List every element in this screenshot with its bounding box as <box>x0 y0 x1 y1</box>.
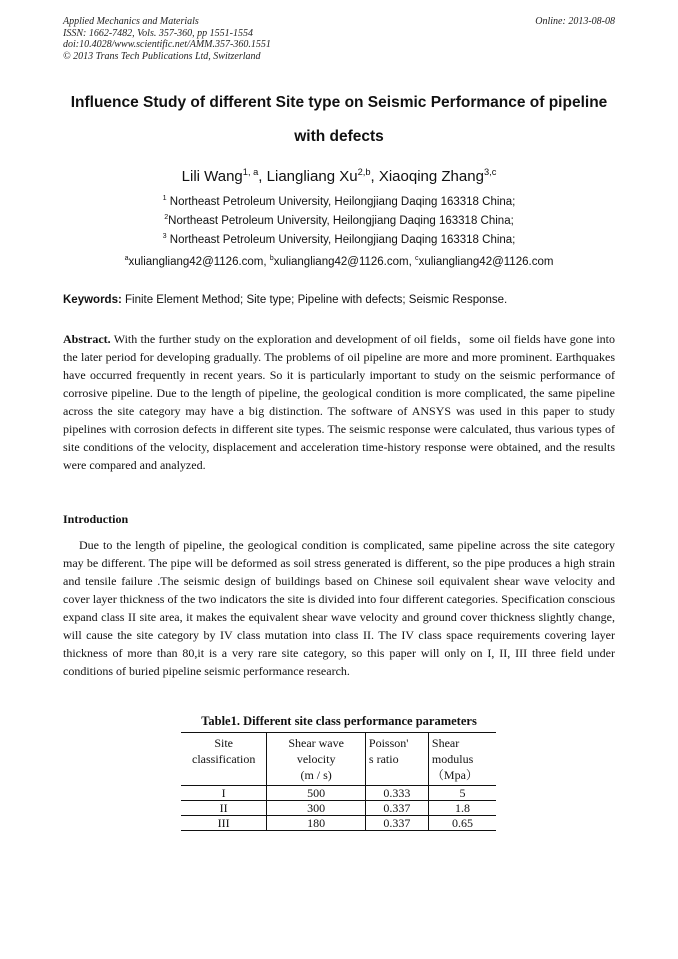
header-text: modulus <box>431 752 474 766</box>
affiliation <box>63 193 615 212</box>
abstract-label: Abstract. <box>63 332 111 346</box>
header-text: Site <box>214 736 234 750</box>
header-unit: （Mpa） <box>431 768 478 782</box>
author-separator: , <box>258 168 267 185</box>
author-separator: , <box>370 168 379 185</box>
abstract <box>63 330 615 474</box>
author-superscript: 2,b <box>357 167 371 177</box>
email-superscript: c <box>415 254 419 263</box>
email-address: xuliangliang42@1126.com, <box>273 256 415 268</box>
title-line-1: Influence Study of different Site type on Seismic Performance of pipeline <box>70 94 608 111</box>
cell-velocity: 300 <box>267 801 366 816</box>
affiliation-text: Northeast Petroleum University, Heilongjiang Daqing 163318 China; <box>166 234 516 246</box>
copyright-line: © 2013 Trans Tech Publications Ltd, Switzerland <box>63 50 261 62</box>
table-row <box>181 801 496 816</box>
column-header-modulus <box>428 733 496 786</box>
header-text: Shear <box>431 736 460 750</box>
online-date: Online: 2013-08-08 <box>535 16 615 27</box>
email-address: xuliangliang42@1126.com, <box>128 256 270 268</box>
header-text: s ratio <box>368 752 399 766</box>
cell-modulus: 0.65 <box>428 816 496 831</box>
author-superscript: 1, a <box>242 167 259 177</box>
column-header-poisson <box>365 733 428 786</box>
header-text: Poisson' <box>368 736 409 750</box>
header-unit: (m / s) <box>300 768 332 782</box>
header-text: velocity <box>296 752 336 766</box>
cell-site: II <box>219 801 228 815</box>
header-text: Shear wave <box>288 736 344 750</box>
table-caption: Table1. Different site class performance parameters <box>201 714 477 728</box>
column-header-site <box>181 733 267 786</box>
keywords <box>63 294 615 306</box>
header-text: classification <box>192 752 256 766</box>
author-list <box>63 168 615 185</box>
introduction-paragraph: Due to the length of pipeline, the geological condition is complicated, same pipeline across the site category may be different. The pipe will be deformed as soil stress generated is different, so the pipe produces a high strain and tensile failure .The seismic design of buildings based on Chinese soil equivalent shear wave velocity and cover layer thickness of the two indicators the site is divided into four different categories. Specification conscious expand class II site area, it makes the equivalent shear wave velocity and ground cover thickness slightly change, will cause the site category by IV class mutation into class II. The IV class space requirements covering layer thickness of more than 80,it is a very rare site category, so this paper will only on I, II, III three field under conditions of buried pipeline seismic performance research. <box>63 538 615 678</box>
keywords-label: Keywords: <box>63 294 122 306</box>
affiliation-superscript: 2 <box>164 213 169 222</box>
cell-poisson: 0.333 <box>365 786 428 801</box>
author-name: Xiaoqing Zhang <box>378 168 484 185</box>
title-line-2: with defects <box>294 128 384 145</box>
affiliation-text: Northeast Petroleum University, Heilongjiang Daqing 163318 China; <box>166 196 516 208</box>
paper-title <box>63 86 615 154</box>
abstract-text: With the further study on the exploration and development of oil fields，some oil fields have gone into the later period for developing gradually. The problems of oil pipeline are more and more prominent. Earthquakes have occurred frequently in recent years. So it is particularly important to study on the seismic performance of corrosive pipeline. Due to the length of pipeline, the geological condition is more complicated, the same pipeline across the site category may have a big distinction. The software of ANSYS was used in this paper to study pipelines with corrosion defects in different site types. The seismic response were calculated, thus various types of site conditions of the velocity, displacement and acceleration time-history response were obtained, and the results were compared and analyzed. <box>63 332 615 472</box>
cell-velocity: 180 <box>267 816 366 831</box>
affiliation <box>63 231 615 250</box>
author-name: Liangliang Xu <box>266 168 358 185</box>
issn-line: ISSN: 1662-7482, Vols. 357-360, pp 1551-1554 <box>63 27 253 39</box>
cell-modulus: 5 <box>428 786 496 801</box>
cell-velocity: 500 <box>267 786 366 801</box>
email-superscript: b <box>269 254 274 263</box>
keywords-text: Finite Element Method; Site type; Pipeline with defects; Seismic Response. <box>121 294 508 306</box>
email-address: xuliangliang42@1126.com <box>418 256 554 268</box>
affiliation-superscript: 1 <box>162 194 167 203</box>
affiliation <box>63 212 615 231</box>
cell-site: I <box>221 786 226 800</box>
author-superscript: 3,c <box>483 167 497 177</box>
email-superscript: a <box>124 254 129 263</box>
journal-name: Applied Mechanics and Materials <box>63 16 199 27</box>
email-list <box>63 256 615 268</box>
cell-poisson: 0.337 <box>365 801 428 816</box>
affiliation-superscript: 3 <box>162 232 167 241</box>
journal-header <box>63 16 615 62</box>
cell-poisson: 0.337 <box>365 816 428 831</box>
site-parameters-table <box>181 732 496 831</box>
column-header-velocity <box>267 733 366 786</box>
cell-site: III <box>217 816 230 830</box>
cell-modulus: 1.8 <box>428 801 496 816</box>
table-header-row <box>181 733 496 786</box>
table-row <box>181 816 496 831</box>
author-name: Lili Wang <box>181 168 243 185</box>
affiliation-text: Northeast Petroleum University, Heilongjiang Daqing 163318 China; <box>168 215 514 227</box>
table-row <box>181 786 496 801</box>
affiliation-list <box>63 193 615 250</box>
doi-line: doi:10.4028/www.scientific.net/AMM.357-360.1551 <box>63 39 271 50</box>
section-heading: Introduction <box>63 512 129 526</box>
